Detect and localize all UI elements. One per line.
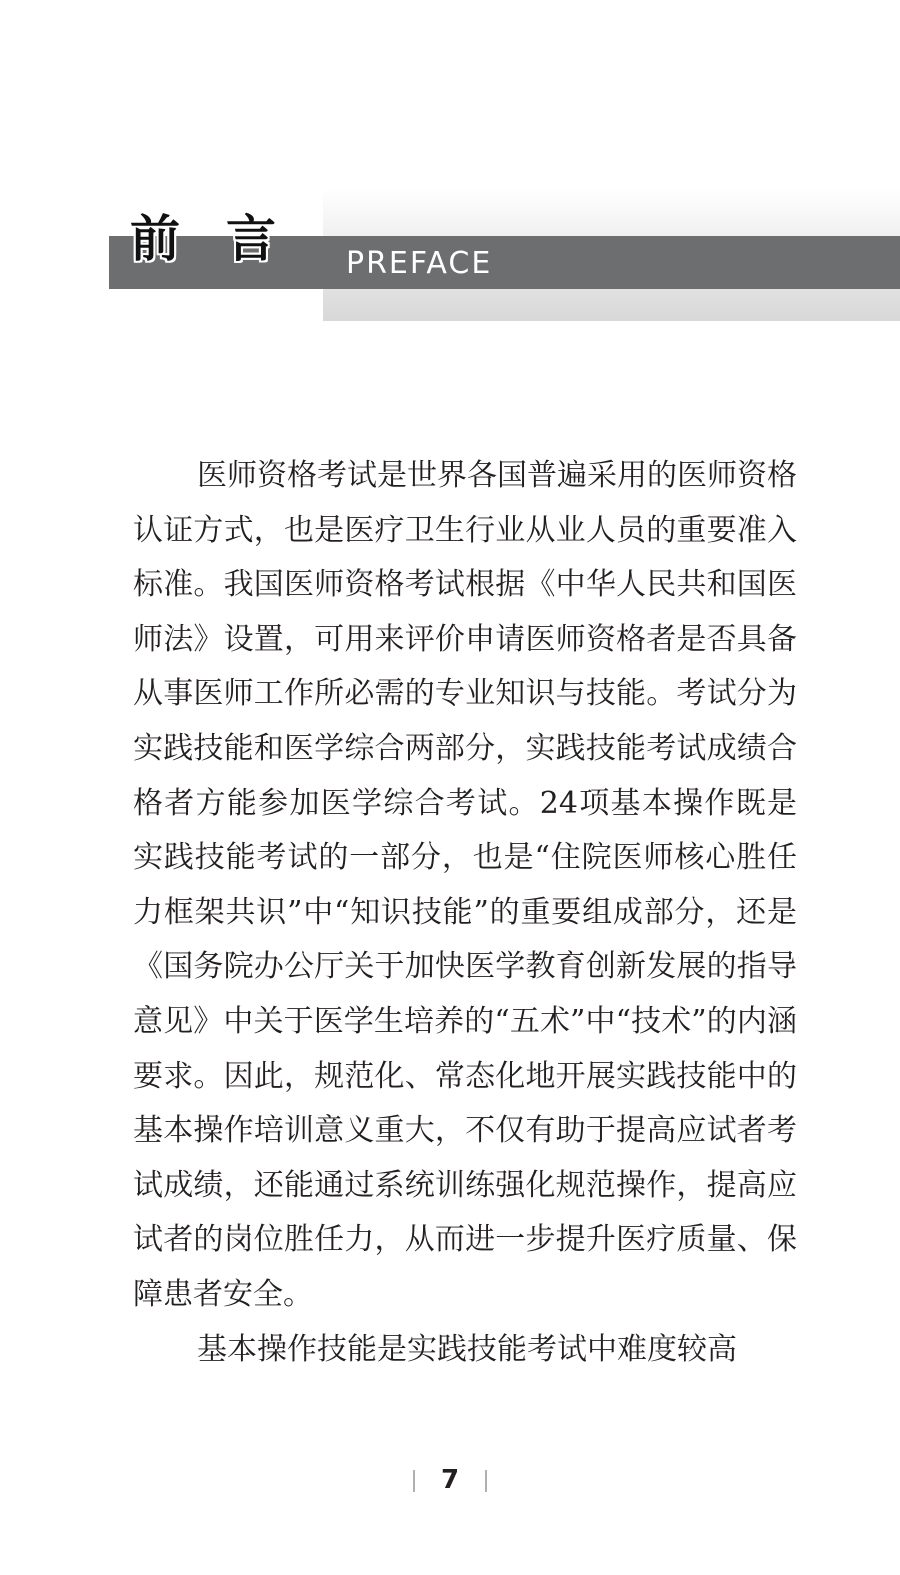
page-title: 前言 bbox=[130, 210, 322, 268]
page-title-english: PREFACE bbox=[346, 246, 493, 281]
divider-left bbox=[413, 1470, 415, 1492]
paragraph-2: 基本操作技能是实践技能考试中难度较高 bbox=[197, 1331, 737, 1367]
page-number: 7 bbox=[440, 1465, 460, 1495]
body-text bbox=[133, 449, 797, 1377]
paragraph-1: 医师资格考试是世界各国普遍采用的医师资格认证方式，也是医疗卫生行业从业人员的重要准入标准。我国医师资格考试根据《中华人民共和国医师法》设置，可用来评价申请医师资格者是否具备从事医师工作所必需的专业知识与技能。考试分为实践技能和医学综合两部分，实践技能考试成绩合格者方能参加医学综合考试。24项基本操作既是实践技能考试的一部分，也是“住院医师核心胜任力框架共识”中“知识技能”的重要组成部分，还是《国务院办公厅关于加快医学教育创新发展的指导意见》中关于医学生培养的“五术”中“技术”的内涵要求。因此，规范化、常态化地开展实践技能中的基本操作培训意义重大，不仅有助于提高应试者考试成绩，还能通过系统训练强化规范操作，提高应试者的岗位胜任力，从而进一步提升医疗质量、保障患者安全。 bbox=[133, 458, 797, 1312]
page-footer bbox=[0, 1460, 900, 1500]
divider-right bbox=[485, 1470, 487, 1492]
